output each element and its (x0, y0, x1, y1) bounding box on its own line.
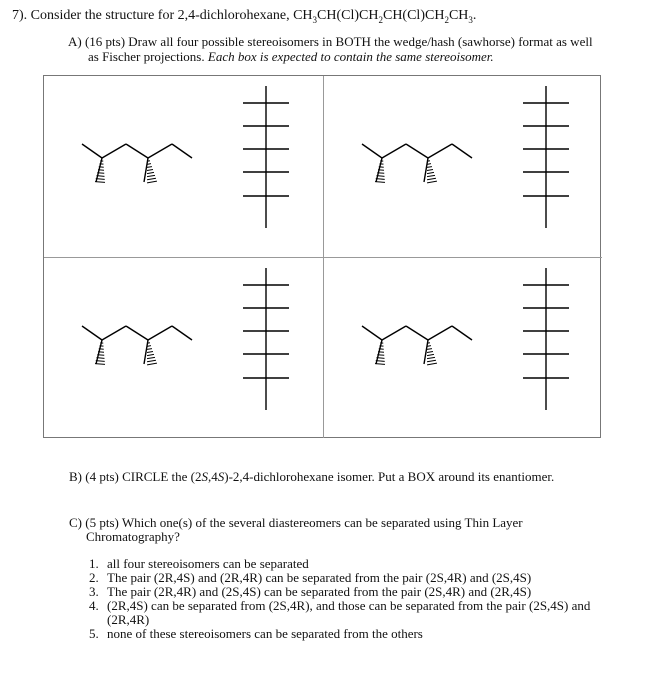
part-c-question (69, 516, 569, 544)
skeletal-bond (452, 326, 472, 340)
skeletal-bond (382, 144, 406, 158)
stereoisomer-box-3[interactable] (44, 257, 323, 438)
stereoisomer-box-1[interactable] (44, 76, 323, 257)
hash-bond (427, 161, 437, 183)
part-a-line-2: as Fischer projections. Each box is expected to contain the same stereoisomer. (88, 49, 494, 64)
skeletal-bond (172, 144, 192, 158)
skeletal-bond (82, 144, 102, 158)
skeletal-bond (382, 326, 406, 340)
answer-option-1[interactable]: 1. all four stereoisomers can be separated (89, 556, 309, 571)
part-b-instructions: B) (4 pts) CIRCLE the (2S,4S)-2,4-dichlorohexane isomer. Put a BOX around its enantiomer. (69, 469, 555, 484)
skeletal-bond (428, 144, 452, 158)
skeletal-bond (126, 326, 148, 340)
part-a-line-1: A) (16 pts) Draw all four possible stereoisomers in BOTH the wedge/hash (sawhorse) format as well (68, 34, 593, 49)
stereoisomer-box-2[interactable] (323, 76, 602, 257)
skeletal-bond (406, 144, 428, 158)
skeletal-bond (82, 326, 102, 340)
answer-option-4[interactable]: 4. (2R,4S) can be separated from (2S,4R), and those can be separated from the pair (2S,4S) and (2R,4R) (89, 598, 591, 627)
skeletal-bond (362, 326, 382, 340)
answer-option-5[interactable]: 5. none of these stereoisomers can be separated from the others (89, 626, 423, 641)
hash-bond (147, 343, 157, 365)
stereoisomer-box-4[interactable] (323, 257, 602, 438)
skeletal-bond (452, 144, 472, 158)
skeletal-bond (406, 326, 428, 340)
skeletal-bond (126, 144, 148, 158)
part-a-instructions (68, 34, 628, 64)
stereoisomer-grid (43, 75, 601, 438)
hash-bond (427, 343, 437, 365)
part-c-line-1: C) (5 pts) Which one(s) of the several diastereomers can be separated using Thin Layer (69, 515, 523, 530)
hash-bond (147, 161, 157, 183)
skeletal-bond (428, 326, 452, 340)
answer-options (89, 557, 609, 641)
question-title: 7). Consider the structure for 2,4-dichlorohexane, $CH_3CH(Cl)CH_2CH(Cl)CH_2CH_3$. (12, 8, 477, 25)
part-c-line-2: Chromatography? (86, 529, 180, 544)
skeletal-bond (148, 326, 172, 340)
answer-option-2[interactable]: 2. The pair (2R,4S) and (2R,4R) can be separated from the pair (2S,4R) and (2S,4S) (89, 570, 532, 585)
answer-option-3[interactable]: 3. The pair (2R,4R) and (2S,4S) can be separated from the pair (2S,4R) and (2R,4S) (89, 584, 532, 599)
skeletal-bond (148, 144, 172, 158)
skeletal-bond (102, 326, 126, 340)
skeletal-bond (172, 326, 192, 340)
skeletal-bond (102, 144, 126, 158)
skeletal-bond (362, 144, 382, 158)
